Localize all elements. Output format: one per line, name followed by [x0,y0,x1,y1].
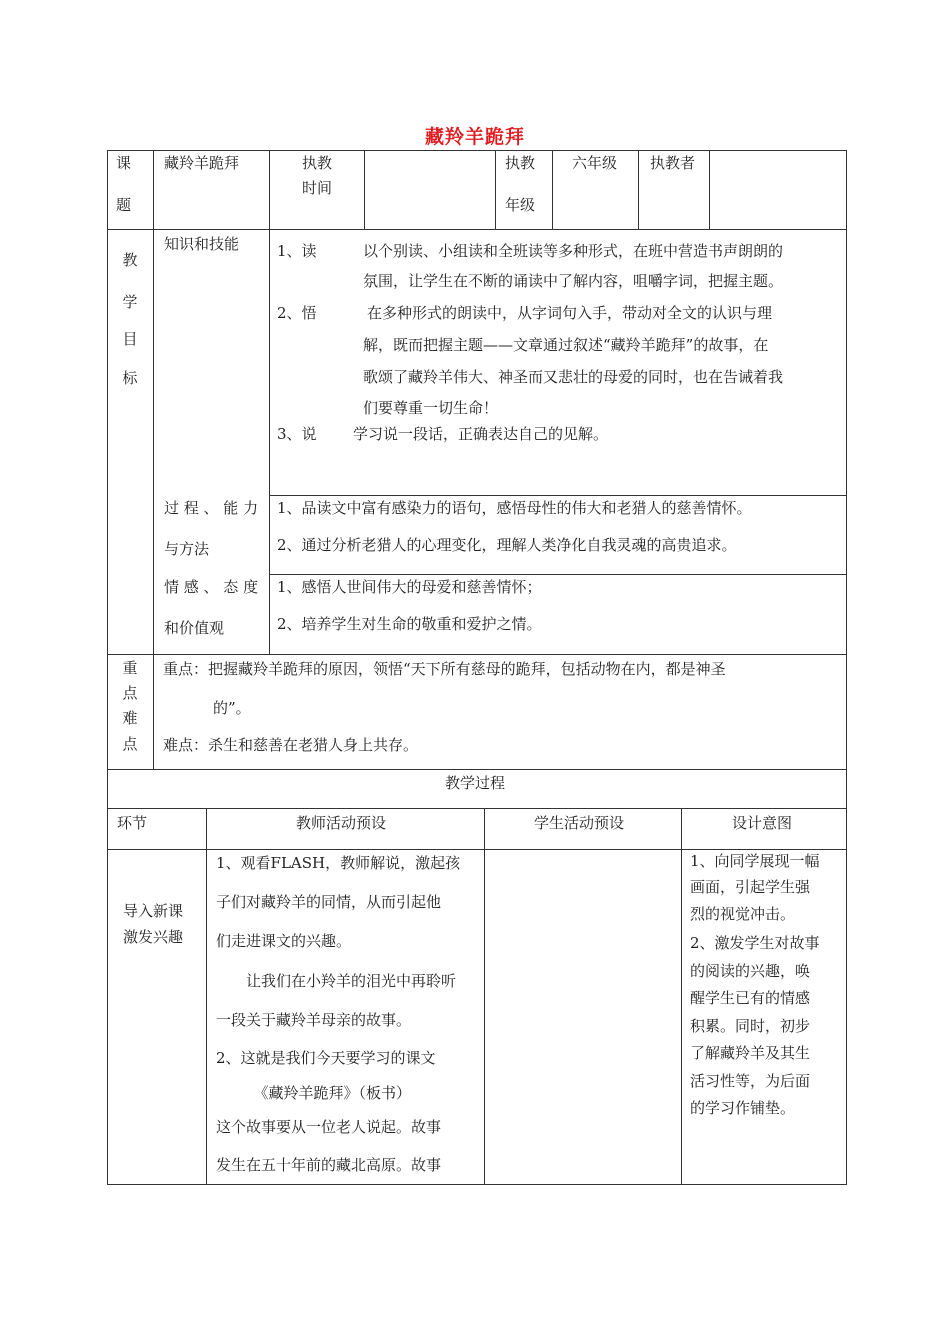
col-divider [206,808,207,1185]
knowledge-item1-line: 以个别读、小组读和全班读等多种形式，在班中营造书声朗朗的 [363,242,784,260]
teacher-activity-line: 1、观看FLASH，教师解说，激起孩 [216,854,461,872]
knowledge-item2-line: 在多种形式的朗读中，从字词句入手，带动对全文的认识与理 [367,304,773,322]
keypoints-side-char: 点 [122,735,138,753]
objectives-side-char: 教 [122,251,138,269]
intent-line: 1、向同学展现一幅 [690,852,820,870]
emotion-label: 和价值观 [164,619,225,637]
knowledge-item1-num: 1、读 [277,242,317,260]
label-time-2: 时间 [302,179,333,197]
topic-value: 藏羚羊跪拜 [164,154,240,172]
teacher-activity-line: 子们对藏羚羊的同情，从而引起他 [216,893,442,911]
col-divider [495,150,496,229]
intent-line: 的学习作铺垫。 [690,1099,796,1117]
col-divider [153,150,154,769]
intent-line: 积累。同时，初步 [690,1017,811,1035]
col-divider [681,808,682,1185]
intent-line: 的阅读的兴趣，唤 [690,962,811,980]
difficulty-text: 难点：杀生和慈善在老猎人身上共存。 [163,736,419,754]
teacher-activity-line: 让我们在小羚羊的泪光中再聆听 [216,972,457,990]
teacher-activity-line: 《藏羚羊跪拜》（板书） [216,1084,412,1102]
key-point-text: 重点：把握藏羚羊跪拜的原因，领悟“天下所有慈母的跪拜，包括动物在内，都是神圣 [163,660,726,678]
teacher-activity-line: 这个故事要从一位老人说起。故事 [216,1118,442,1136]
process-heading: 教学过程 [445,774,506,792]
keypoints-side-char: 难 [122,709,138,727]
emotion-item: 1、感悟人世间伟大的母爱和慈善情怀； [277,578,542,596]
col-divider [709,150,710,229]
row-divider [107,769,847,770]
stage-label: 导入新课 [123,902,184,920]
grade-value: 六年级 [572,154,618,172]
knowledge-item3-text: 学习说一段话，正确表达自己的见解。 [353,425,609,443]
teacher-activity-line: 发生在五十年前的藏北高原。故事 [216,1156,442,1174]
key-point-text: 的”。 [213,699,251,717]
teacher-activity-line: 们走进课文的兴趣。 [216,932,352,950]
teacher-activity-line: 一段关于藏羚羊母亲的故事。 [216,1011,412,1029]
label-teacher: 执教者 [650,154,696,172]
row-divider [107,808,847,809]
keypoints-side-char: 重 [122,659,138,677]
col-header-teacher: 教师活动预设 [296,814,387,832]
page-title: 藏羚羊跪拜 [424,126,525,148]
col-header-student: 学生活动预设 [534,814,625,832]
knowledge-item2-line: 们要尊重一切生命！ [363,399,499,417]
col-divider [269,150,270,654]
intent-line: 了解藏羚羊及其生 [690,1044,811,1062]
label-grade-1: 执教 [505,154,536,172]
col-divider [484,808,485,1185]
keypoints-side-char: 点 [122,684,138,702]
label-topic-2: 题 [116,196,132,214]
col-header-intent: 设计意图 [732,814,793,832]
teacher-activity-line: 2、这就是我们今天要学习的课文 [216,1049,436,1067]
label-topic-1: 课 [116,154,132,172]
intent-line: 活习性等，为后面 [690,1072,811,1090]
knowledge-item3-num: 3、说 [277,425,317,443]
row-divider [107,229,847,230]
process-item: 2、通过分析老猎人的心理变化，理解人类净化自我灵魂的高贵追求。 [277,536,737,554]
objectives-side-char: 标 [122,369,138,387]
process-item: 1、品读文中富有感染力的语句，感悟母性的伟大和老猎人的慈善情怀。 [277,499,752,517]
col-divider [364,150,365,229]
knowledge-item2-line: 歌颂了藏羚羊伟大、神圣而又悲壮的母爱的同时，也在告诫着我 [363,368,784,386]
col-divider [638,150,639,229]
knowledge-label: 知识和技能 [164,235,240,253]
intent-line: 画面，引起学生强 [690,878,811,896]
process-label: 过 程 、 能 力 [164,499,259,517]
knowledge-item2-line: 解，既而把握主题——文章通过叙述“藏羚羊跪拜”的故事，在 [363,336,769,354]
knowledge-item1-line: 氛围，让学生在不断的诵读中了解内容，咀嚼字词，把握主题。 [363,272,784,290]
stage-label: 激发兴趣 [123,928,184,946]
row-divider [269,574,847,575]
intent-line: 烈的视觉冲击。 [690,905,796,923]
emotion-label: 情 感 、 态 度 [164,578,259,596]
col-header-stage: 环节 [117,814,148,832]
intent-line: 醒学生已有的情感 [690,989,811,1007]
emotion-item: 2、培养学生对生命的敬重和爱护之情。 [277,615,542,633]
knowledge-item2-num: 2、悟 [277,304,317,322]
process-label: 与方法 [164,540,210,558]
label-grade-2: 年级 [505,196,536,214]
objectives-side-char: 学 [122,293,138,311]
objectives-side-char: 目 [122,330,138,348]
col-divider [552,150,553,229]
row-divider [269,495,847,496]
intent-line: 2、激发学生对故事 [690,934,820,952]
row-divider [107,654,847,655]
label-time-1: 执教 [302,154,333,172]
